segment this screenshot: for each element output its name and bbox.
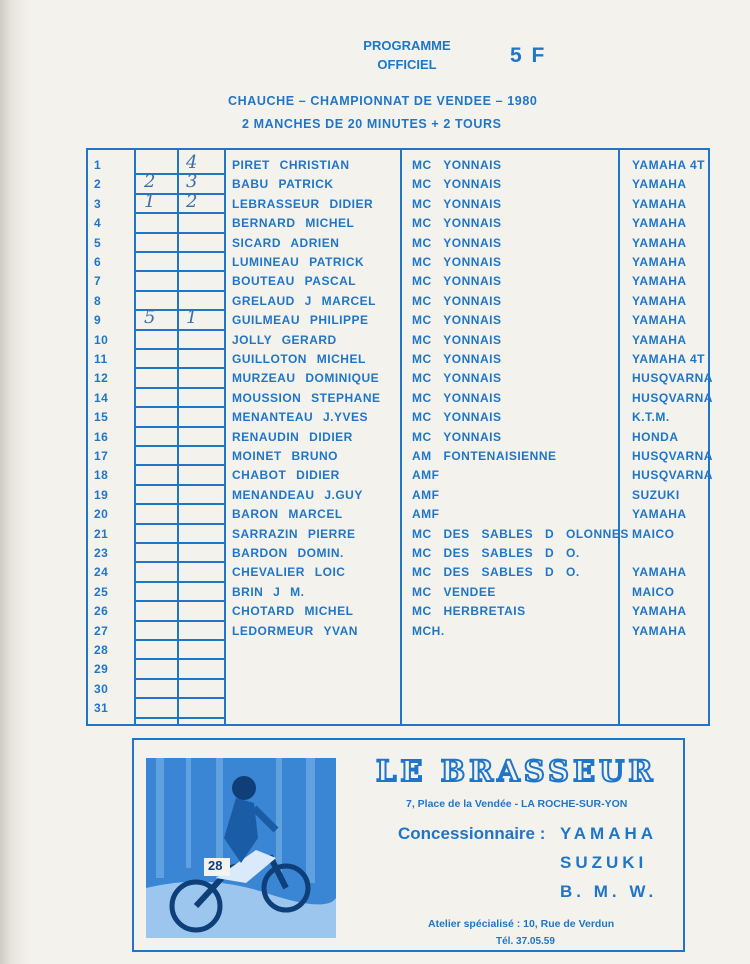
rider-number: 16: [94, 429, 109, 444]
rider-name: SARRAZIN PIERRE: [232, 526, 356, 541]
rider-number: 15: [94, 410, 109, 425]
rider-number: 24: [94, 565, 109, 580]
rider-name: LUMINEAU PATRICK: [232, 255, 365, 269]
rider-name: MENANTEAU J.YVES: [232, 410, 369, 425]
rider-number: 1: [94, 158, 102, 172]
rider-club: MC YONNAIS: [412, 429, 502, 444]
rider-club: AMF: [412, 468, 440, 483]
programme-label: [352, 36, 462, 74]
handwritten-position-mark: 2: [186, 190, 198, 212]
rider-bike: YAMAHA 4T: [632, 352, 705, 366]
rider-bike: YAMAHA: [632, 604, 687, 619]
rider-bike: HUSQVARNA: [632, 371, 713, 386]
rider-bike: YAMAHA 4T: [632, 158, 705, 172]
rider-bike: YAMAHA: [632, 293, 687, 308]
rider-number: 28: [94, 643, 109, 657]
rider-name: BARDON DOMIN.: [232, 546, 344, 560]
rider-club: MC YONNAIS: [412, 313, 502, 328]
rider-name: LEDORMEUR YVAN: [232, 623, 358, 638]
rider-club: MC YONNAIS: [412, 255, 502, 269]
rider-club: MC YONNAIS: [412, 371, 502, 386]
rider-number: 18: [94, 468, 109, 483]
rider-number: 31: [94, 701, 109, 716]
rider-name: PIRET CHRISTIAN: [232, 158, 350, 172]
handwritten-position-mark: 5: [144, 307, 156, 329]
rider-bike: YAMAHA: [632, 623, 687, 638]
rider-number: 8: [94, 293, 102, 308]
brand-bmw: B. M. W.: [560, 882, 658, 901]
rider-name: BOUTEAU PASCAL: [232, 274, 357, 289]
rider-name: BARON MARCEL: [232, 507, 343, 522]
rider-number: 14: [94, 390, 109, 405]
rider-name: LEBRASSEUR DIDIER: [232, 196, 374, 211]
rider-name: SICARD ADRIEN: [232, 235, 340, 250]
page-fold-shadow: [0, 0, 30, 964]
rider-club: MC YONNAIS: [412, 332, 502, 347]
rider-number: 29: [94, 662, 109, 677]
handwritten-position-mark: 1: [186, 307, 198, 329]
rider-number: 3: [94, 196, 102, 211]
motocross-photo: [146, 758, 336, 938]
rider-club: MC HERBRETAIS: [412, 604, 526, 619]
rider-bike: K.T.M.: [632, 410, 670, 425]
rider-number: 9: [94, 313, 102, 328]
rider-name: GUILMEAU PHILIPPE: [232, 313, 369, 328]
rider-name: JOLLY GERARD: [232, 332, 337, 347]
rider-bike: YAMAHA: [632, 507, 687, 522]
rider-club: MC YONNAIS: [412, 410, 502, 425]
race-format: 2 MANCHES DE 20 MINUTES + 2 TOURS: [242, 117, 502, 131]
rider-name: MOINET BRUNO: [232, 449, 338, 463]
rider-name: CHABOT DIDIER: [232, 468, 340, 483]
rider-bike: YAMAHA: [632, 196, 687, 211]
entry-list-table: [86, 148, 713, 726]
motocross-rider-illustration: [146, 758, 336, 938]
rider-bike: SUZUKI: [632, 487, 680, 502]
rider-club: MC DES SABLES D O.: [412, 546, 580, 560]
rider-name: MENANDEAU J.GUY: [232, 487, 363, 502]
rider-bike: HONDA: [632, 429, 679, 444]
rider-bike: YAMAHA: [632, 313, 687, 328]
rider-bike: MAICO: [632, 526, 675, 541]
rider-bike: YAMAHA: [632, 332, 687, 347]
rider-name: BRIN J M.: [232, 584, 305, 599]
rider-bike: MAICO: [632, 584, 675, 599]
rider-bike: HUSQVARNA: [632, 390, 713, 405]
handwritten-position-mark: 1: [144, 190, 156, 212]
rider-name: CHOTARD MICHEL: [232, 604, 354, 619]
programme-text: PROGRAMME: [363, 38, 451, 53]
number-plate: 28: [208, 858, 223, 873]
rider-number: 20: [94, 507, 109, 522]
rider-name: BABU PATRICK: [232, 177, 334, 192]
dealer-phone: Tél. 37.05.59: [496, 936, 555, 947]
rider-number: 6: [94, 255, 102, 269]
rider-number: 23: [94, 546, 109, 560]
rider-club: MC YONNAIS: [412, 235, 502, 250]
rider-name: BERNARD MICHEL: [232, 216, 355, 231]
rider-bike: YAMAHA: [632, 255, 687, 269]
dealer-address: 7, Place de la Vendée - LA ROCHE-SUR-YON: [406, 798, 628, 810]
rider-number: 4: [94, 216, 102, 231]
rider-club: MCH.: [412, 623, 445, 638]
rider-number: 21: [94, 526, 109, 541]
rider-number: 25: [94, 584, 109, 599]
rider-club: AMF: [412, 487, 440, 502]
rider-number: 5: [94, 235, 102, 250]
rider-club: MC YONNAIS: [412, 196, 502, 211]
rider-number: 26: [94, 604, 109, 619]
handwritten-position-mark: 3: [186, 171, 198, 193]
rider-club: MC DES SABLES D OLONNES: [412, 526, 629, 541]
rider-club: MC YONNAIS: [412, 390, 502, 405]
rider-number: 27: [94, 623, 109, 638]
rider-club: AM FONTENAISIENNE: [412, 449, 557, 463]
rider-club: MC DES SABLES D O.: [412, 565, 580, 580]
rider-number: 19: [94, 487, 109, 502]
rider-bike: YAMAHA: [632, 216, 687, 231]
rider-number: 17: [94, 449, 109, 463]
rider-bike: YAMAHA: [632, 235, 687, 250]
handwritten-position-mark: 2: [144, 171, 156, 193]
rider-club: MC VENDEE: [412, 584, 496, 599]
rider-name: GUILLOTON MICHEL: [232, 352, 366, 366]
event-title: CHAUCHE – CHAMPIONNAT DE VENDEE – 1980: [228, 94, 538, 108]
price: 5 F: [510, 44, 547, 67]
rider-name: RENAUDIN DIDIER: [232, 429, 353, 444]
rider-name: GRELAUD J MARCEL: [232, 293, 377, 308]
brand-yamaha: YAMAHA: [560, 824, 658, 843]
officiel-text: OFFICIEL: [377, 57, 437, 72]
dealer-name: LE BRASSEUR: [376, 754, 657, 788]
rider-name: MURZEAU DOMINIQUE: [232, 371, 380, 386]
rider-club: AMF: [412, 507, 440, 522]
rider-name: MOUSSION STEPHANE: [232, 390, 381, 405]
rider-bike: HUSQVARNA: [632, 468, 713, 483]
rider-club: MC YONNAIS: [412, 293, 502, 308]
rider-bike: YAMAHA: [632, 177, 687, 192]
rider-club: MC YONNAIS: [412, 274, 502, 289]
rider-bike: HUSQVARNA: [632, 449, 713, 463]
concession-label: Concessionnaire :: [398, 824, 546, 843]
rider-number: 11: [94, 352, 108, 366]
rider-club: MC YONNAIS: [412, 177, 502, 192]
rider-club: MC YONNAIS: [412, 216, 502, 231]
row-divider: [134, 717, 224, 719]
rider-number: 7: [94, 274, 102, 289]
rider-club: MC YONNAIS: [412, 352, 502, 366]
brand-suzuki: SUZUKI: [560, 853, 648, 872]
rider-bike: YAMAHA: [632, 565, 687, 580]
workshop-address: Atelier spécialisé : 10, Rue de Verdun: [428, 918, 615, 930]
rider-name: CHEVALIER LOIC: [232, 565, 346, 580]
rider-club: MC YONNAIS: [412, 158, 502, 172]
rider-number: 10: [94, 332, 109, 347]
rider-bike: YAMAHA: [632, 274, 687, 289]
rider-number: 12: [94, 371, 109, 386]
handwritten-position-mark: 4: [186, 152, 198, 173]
rider-number: 30: [94, 681, 109, 696]
rider-number: 2: [94, 177, 102, 192]
